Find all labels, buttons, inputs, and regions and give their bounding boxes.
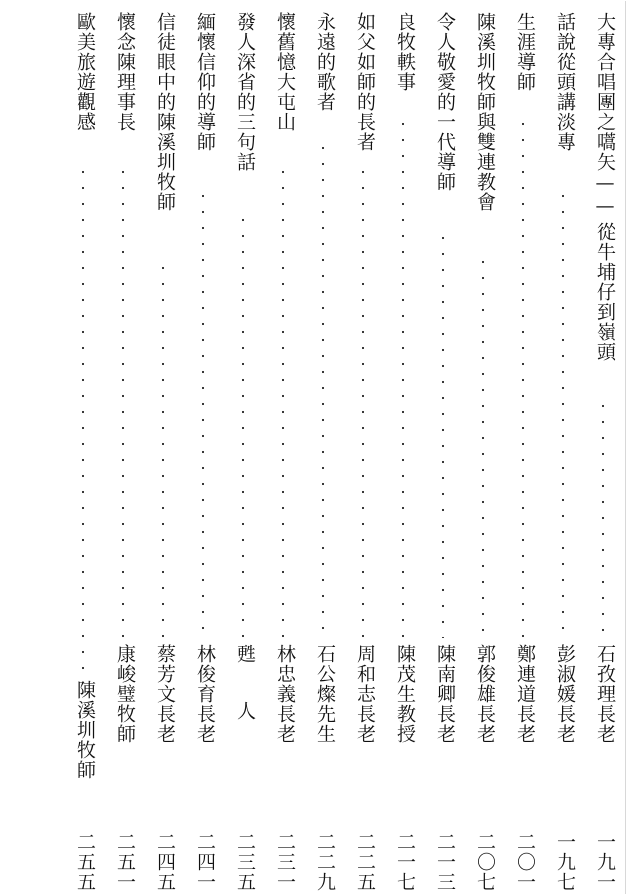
dot-leader [402, 116, 404, 638]
toc-entry-author: 甦 人 [234, 644, 256, 720]
toc-entry-author: 郭俊雄長老 [474, 644, 496, 744]
toc-entry-author: 石孜理長老 [594, 644, 616, 744]
dot-leader [322, 140, 324, 638]
toc-entry[interactable] [150, 12, 176, 892]
toc-entry-page: 二〇一 [514, 832, 536, 892]
toc-entry-page: 二四一 [194, 832, 216, 892]
toc-entry-title: 歐美旅遊觀感 [74, 12, 96, 132]
toc-entry[interactable] [230, 12, 256, 892]
toc-entry-page: 二四五 [154, 832, 176, 892]
toc-entry-author: 林俊育長老 [194, 644, 216, 744]
toc-entry-author: 陳茂生教授 [394, 644, 416, 744]
toc-entry-page: 二一七 [394, 832, 416, 892]
toc-entry-title: 良牧軼事 [394, 12, 416, 92]
toc-entry-author: 陳溪圳牧師 [74, 680, 96, 780]
toc-entry-page: 二三一 [274, 832, 296, 892]
dot-leader [442, 230, 444, 638]
toc-entry-title-continued: 從牛埔仔到嶺頭 [594, 222, 616, 362]
toc-entry-title: 生涯導師 [514, 12, 536, 92]
toc-entry-page: 二三五 [234, 832, 256, 892]
toc-entry-page: 二二九 [314, 832, 336, 892]
page-edge-line [625, 1, 626, 894]
toc-entry-title: 緬懷信仰的導師 [194, 12, 216, 152]
toc-entry-title: 發人深省的三句話 [234, 12, 256, 172]
toc-entry[interactable] [110, 12, 136, 892]
toc-entry[interactable] [270, 12, 296, 892]
toc-entry-title: 陳溪圳牧師與雙連教會 [474, 12, 496, 212]
toc-entry-title: 懷舊憶大屯山 [274, 12, 296, 132]
toc-entry-page: 一九一 [594, 832, 616, 892]
toc-entry-author: 林忠義長老 [274, 644, 296, 744]
toc-entry-title: 懷念陳理事長 [114, 12, 136, 132]
toc-entry-page: 二五一 [114, 832, 136, 892]
toc-entry-title: 永遠的歌者 [314, 12, 336, 112]
toc-entry[interactable] [310, 12, 336, 892]
dot-leader [282, 164, 284, 638]
toc-entry[interactable] [70, 12, 96, 892]
toc-entry-title: 大專合唱團之嚆矢—— [594, 12, 616, 218]
dot-leader [242, 212, 244, 638]
toc-entry[interactable] [390, 12, 416, 892]
toc-entry-title: 如父如師的長者 [354, 12, 376, 152]
toc-entry-page: 二五五 [74, 832, 96, 892]
toc-entry[interactable] [550, 12, 576, 892]
toc-entry[interactable] [190, 12, 216, 892]
toc-entry[interactable] [350, 12, 376, 892]
toc-entry-page: 二〇七 [474, 832, 496, 892]
dot-leader [162, 260, 164, 638]
toc-entry-author: 周和志長老 [354, 644, 376, 744]
toc-entry-author: 康峻璧牧師 [114, 644, 136, 744]
dot-leader [602, 398, 604, 638]
toc-entry-author: 石公燦先生 [314, 644, 336, 744]
toc-entry-page: 二一三 [434, 832, 456, 892]
toc-entry-author: 彭淑媛長老 [554, 644, 576, 744]
toc-entry-author: 鄭連道長老 [514, 644, 536, 744]
toc-entry[interactable] [470, 12, 496, 892]
toc-entry-author: 陳南卿長老 [434, 644, 456, 744]
dot-leader [202, 188, 204, 638]
dot-leader [362, 164, 364, 638]
toc-entry-page: 一九七 [554, 832, 576, 892]
toc-entry-title: 令人敬愛的一代導師 [434, 12, 456, 192]
dot-leader [562, 188, 564, 638]
toc-entry-title: 話說從頭講淡專 [554, 12, 576, 152]
toc-entry[interactable] [430, 12, 456, 892]
toc-entry-title: 信徒眼中的陳溪圳牧師 [154, 12, 176, 212]
dot-leader [482, 254, 484, 638]
toc-entry[interactable] [510, 12, 536, 892]
toc-entry-author: 蔡芳文長老 [154, 644, 176, 744]
dot-leader [522, 116, 524, 638]
dot-leader [82, 164, 84, 674]
toc-entry-page: 二二五 [354, 832, 376, 892]
dot-leader [122, 164, 124, 638]
toc-entry[interactable] [590, 12, 616, 892]
